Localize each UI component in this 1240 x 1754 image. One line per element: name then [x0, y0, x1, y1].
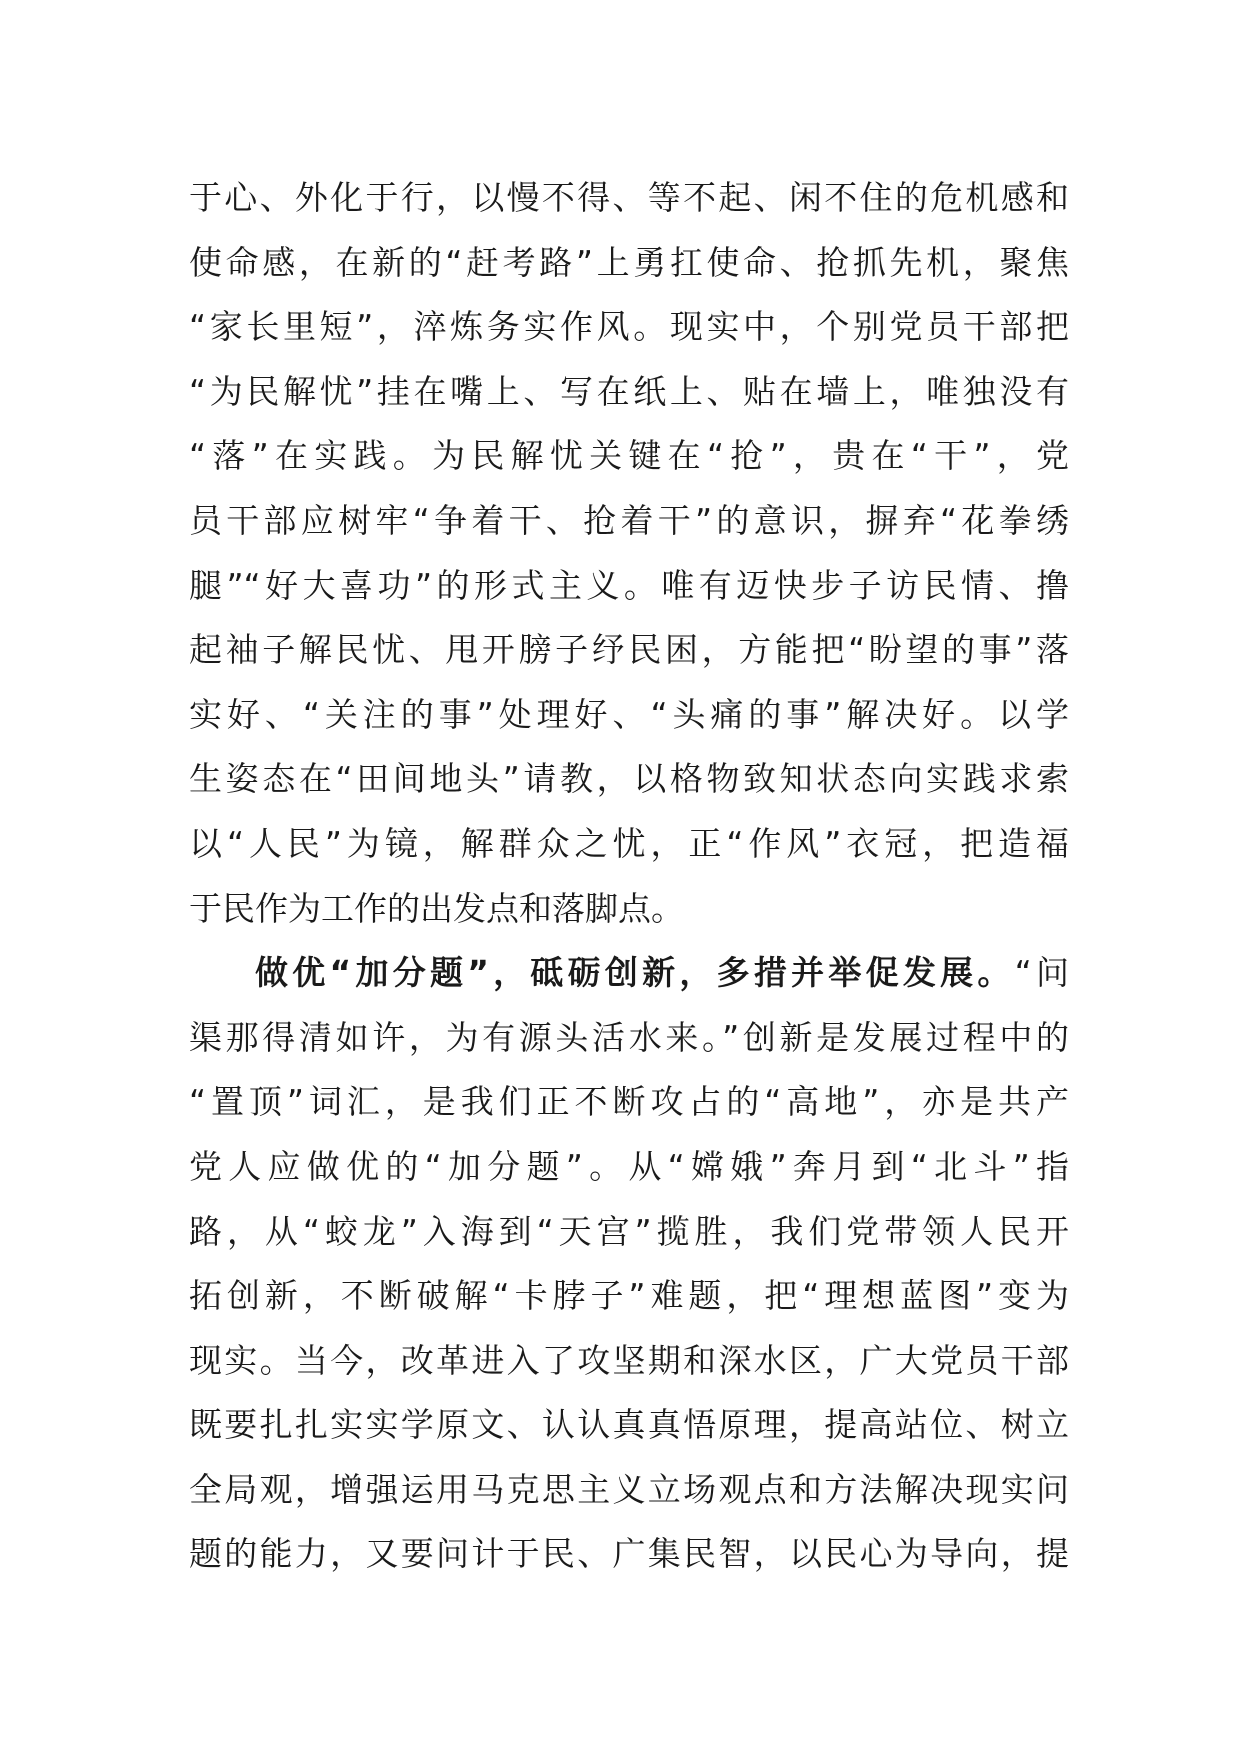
- text-line-rest: “问: [1014, 953, 1069, 993]
- text-line: 路，从“蛟龙”入海到“天宫”揽胜，我们党带领人民开: [189, 1211, 1069, 1251]
- paragraph-1: [189, 166, 1069, 941]
- text-line: “为民解忧”挂在嘴上、写在纸上、贴在墙上，唯独没有: [189, 371, 1069, 411]
- text-line: 全局观，增强运用马克思主义立场观点和方法解决现实问: [189, 1469, 1069, 1509]
- paragraph-lead-heading: 做优“加分题”，砥砺创新，多措并举促发展。: [255, 953, 1015, 993]
- text-line: “置顶”词汇，是我们正不断攻占的“高地”，亦是共产: [189, 1082, 1069, 1122]
- text-line: 题的能力，又要问计于民、广集民智，以民心为导向，提: [189, 1534, 1069, 1574]
- text-line: “家长里短”，淬炼务实作风。现实中，个别党员干部把: [189, 307, 1069, 347]
- text-line: 生姿态在“田间地头”请教，以格物致知状态向实践求索: [189, 759, 1069, 799]
- text-line: 使命感，在新的“赶考路”上勇扛使命、抢抓先机，聚焦: [189, 242, 1069, 282]
- text-line: [189, 941, 1069, 1006]
- text-line: 于心、外化于行，以慢不得、等不起、闲不住的危机感和: [189, 178, 1069, 217]
- text-line: 以“人民”为镜，解群众之忧，正“作风”衣冠，把造福: [189, 823, 1069, 863]
- text-line: 既要扎扎实实学原文、认认真真悟原理，提高站位、树立: [189, 1405, 1069, 1445]
- text-line: 实好、“关注的事”处理好、“头痛的事”解决好。以学: [189, 694, 1069, 734]
- paragraph-2: [189, 941, 1069, 1587]
- text-line: 渠那得清如许，为有源头活水来。”创新是发展过程中的: [189, 1017, 1069, 1057]
- text-line: “落”在实践。为民解忧关键在“抢”，贵在“干”，党: [189, 436, 1069, 476]
- text-line: 党人应做优的“加分题”。从“嫦娥”奔月到“北斗”指: [189, 1146, 1069, 1186]
- body-text: [189, 166, 1069, 1587]
- text-line: 于民作为工作的出发点和落脚点。: [189, 888, 684, 928]
- text-line: 员干部应树牢“争着干、抢着干”的意识，摒弃“花拳绣: [189, 500, 1069, 540]
- text-line: 现实。当今，改革进入了攻坚期和深水区，广大党员干部: [189, 1340, 1069, 1380]
- text-line: 拓创新，不断破解“卡脖子”难题，把“理想蓝图”变为: [189, 1276, 1069, 1316]
- text-line: 起袖子解民忧、甩开膀子纾民困，方能把“盼望的事”落: [189, 630, 1069, 670]
- text-line: 腿”“好大喜功”的形式主义。唯有迈快步子访民情、撸: [189, 565, 1069, 605]
